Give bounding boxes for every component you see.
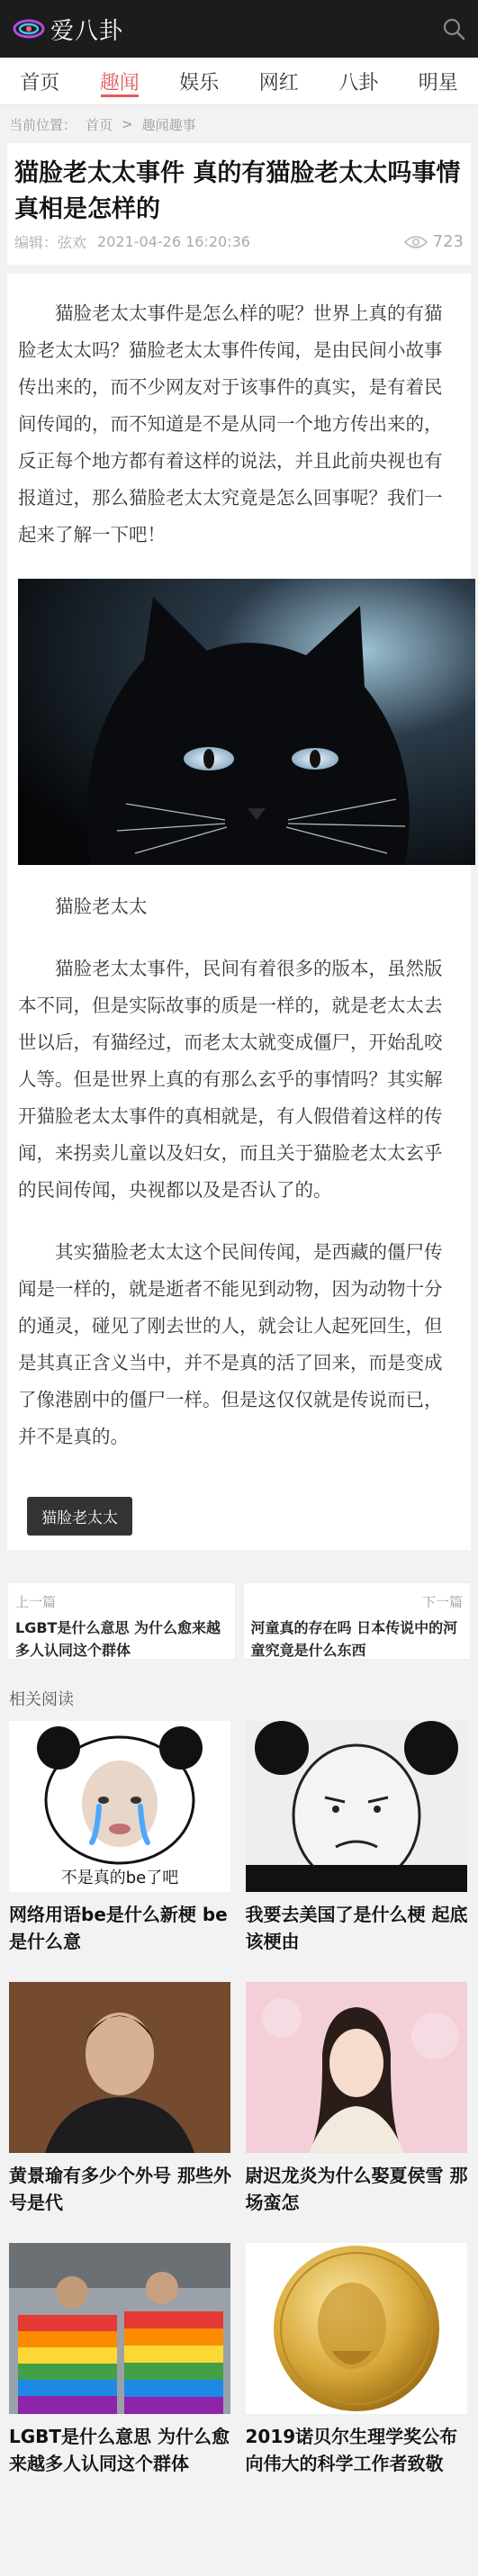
related-title: 2019诺贝尔生理学奖公布 向伟大的科学工作者致敬 xyxy=(245,2426,458,2474)
search-icon[interactable] xyxy=(442,17,465,41)
breadcrumb-prefix: 当前位置： xyxy=(9,116,77,133)
rainbow-flag-crowd-image xyxy=(9,2243,230,2414)
related-title: 黄景瑜有多少个外号 那些外号是代 xyxy=(9,2165,231,2213)
nobel-medal-image xyxy=(246,2243,467,2414)
related-title: LGBT是什么意思 为什么愈来越多人认同这个群体 xyxy=(9,2426,230,2474)
related-title: 尉迟龙炎为什么娶夏侯雪 那场蛮怎 xyxy=(245,2165,468,2213)
next-article-link[interactable] xyxy=(243,1582,472,1660)
breadcrumb-section[interactable]: 趣闻趣事 xyxy=(141,116,196,133)
meme-panda-image xyxy=(9,1721,230,1892)
article xyxy=(7,143,471,1550)
related-item[interactable] xyxy=(246,1982,470,2216)
related-item[interactable] xyxy=(246,2243,470,2477)
top-bar xyxy=(0,0,478,58)
related-title: 我要去美国了是什么梗 起底该梗由 xyxy=(245,1904,468,1952)
editor-label: 编辑： xyxy=(14,234,59,251)
article-body xyxy=(11,274,467,1455)
nav-item-influencer[interactable]: 网红 xyxy=(258,71,299,95)
next-label: 下一篇 xyxy=(421,1594,463,1610)
related-title: 网络用语be是什么新梗 be是什么意 xyxy=(9,1904,228,1952)
breadcrumb xyxy=(0,105,478,143)
logo-text: 爱八卦 xyxy=(50,17,124,45)
paragraph-1: 猫脸老太太事件是怎么样的呢？世界上真的有猫脸老太太吗？猫脸老太太事件传闻，是由民间小故事传出来的，而不少网友对于该事件的真实，是有着民间传闻的，而不知道是不是从同一个地方传出来的，反正每个地方都有着这样的说法，并且此前央视也有报道过，那么猫脸老太太究竟是怎么回事呢？我们一起来了解一下吧！ xyxy=(18,302,443,545)
prev-title: LGBT是什么意思 为什么愈来越多人认同这个群体 xyxy=(15,1619,221,1659)
nav-item-home[interactable]: 首页 xyxy=(20,71,60,95)
actor-portrait-image xyxy=(9,1982,230,2153)
prev-article-link[interactable] xyxy=(7,1582,236,1660)
nav-item-fun[interactable]: 趣闻 xyxy=(80,58,160,104)
nav-item-stars[interactable]: 明星 xyxy=(418,71,458,95)
related-item[interactable] xyxy=(246,1721,470,1955)
prev-label: 上一篇 xyxy=(15,1594,57,1610)
prev-next-nav xyxy=(7,1582,471,1660)
breadcrumb-home[interactable]: 首页 xyxy=(86,116,113,133)
meme-face-image xyxy=(246,1721,467,1892)
article-tag[interactable]: 猫脸老太太 xyxy=(27,1497,132,1536)
view-count xyxy=(404,232,464,251)
nav-item-gossip[interactable]: 八卦 xyxy=(338,71,379,95)
image-caption: 猫脸老太太 xyxy=(55,896,148,917)
related-heading: 相关阅读 xyxy=(9,1690,74,1709)
breadcrumb-separator: > xyxy=(122,116,133,132)
article-title: 猫脸老太太事件 真的有猫脸老太太吗事情真相是怎样的 xyxy=(14,159,461,223)
logo-icon xyxy=(13,18,45,40)
paragraph-2: 猫脸老太太事件，民间有着很多的版本，虽然版本不同，但是实际故事的质是一样的，就是老太太去世以后，有猫经过，而老太太就变成僵尸，开始乱咬人等。但是世界上真的有那么玄乎的事情吗？其实解开猫脸老太太事件的真相就是，有人假借着这样的传闻，来拐卖儿童以及妇女，而且关于猫脸老太太玄乎的民间传闻，央视都以及是否认了的。 xyxy=(18,958,443,1201)
next-title: 河童真的存在吗 日本传说中的河童究竟是什么东西 xyxy=(250,1619,458,1659)
editor-name: 弦欢 xyxy=(58,234,87,251)
related-grid xyxy=(0,1721,478,2504)
article-meta xyxy=(14,231,464,252)
actress-portrait-image xyxy=(246,1982,467,2153)
main-nav xyxy=(0,58,478,105)
site-logo[interactable] xyxy=(13,13,123,46)
related-item[interactable] xyxy=(9,2243,233,2477)
related-item[interactable] xyxy=(9,1982,233,2216)
publish-date: 2021-04-26 16:20:36 xyxy=(97,233,250,250)
eye-icon xyxy=(404,235,428,249)
meme-caption: 不是真的be了吧 xyxy=(60,1869,179,1887)
view-count-value: 723 xyxy=(432,232,464,251)
nav-item-entertainment[interactable]: 娱乐 xyxy=(179,71,220,95)
paragraph-3: 其实猫脸老太太这个民间传闻，是西藏的僵尸传闻是一样的，就是逝者不能见到动物，因为动物十分的通灵，碰见了刚去世的人，就会让人起死回生，但是其真正含义当中，并不是真的活了回来，而是变成了像港剧中的僵尸一样。但是这仅仅就是传说而已，并不是真的。 xyxy=(18,1241,443,1447)
related-item[interactable] xyxy=(9,1721,233,1955)
black-cat-image xyxy=(18,579,475,865)
